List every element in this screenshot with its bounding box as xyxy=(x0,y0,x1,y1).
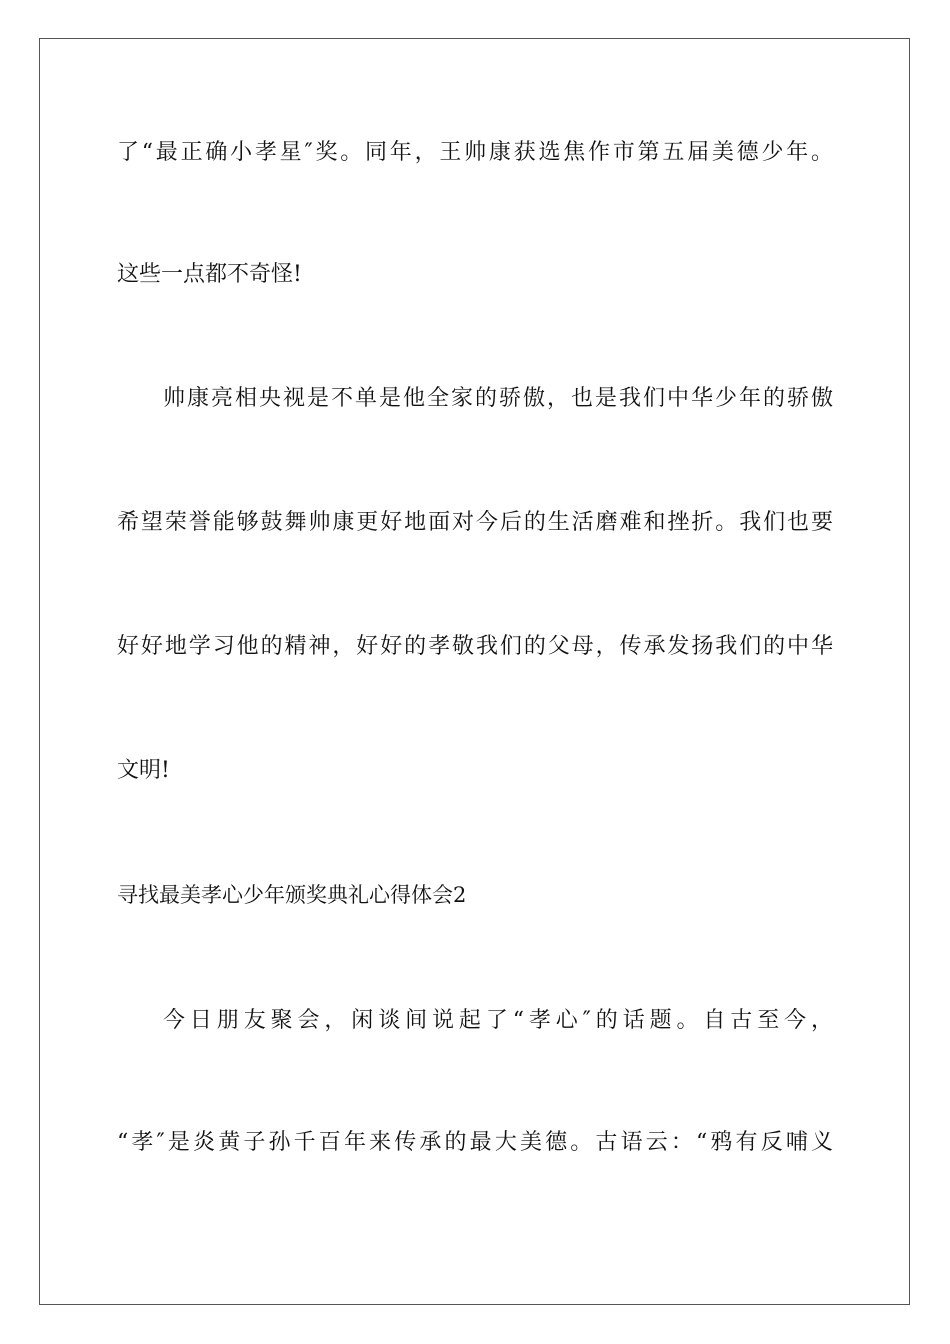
page-border xyxy=(39,38,910,1305)
section-heading: 寻找最美孝心少年颁奖典礼心得体会2 xyxy=(117,883,467,907)
paragraph-line-4: 希望荣誉能够鼓舞帅康更好地面对今后的生活磨难和挫折。我们也要 xyxy=(117,510,833,535)
paragraph-line-5: 好好地学习他的精神，好好的孝敬我们的父母，传承发扬我们的中华 xyxy=(117,634,833,659)
paragraph-line-7: 今日朋友聚会，闲谈间说起了“孝心″的话题。自古至今， xyxy=(163,1008,833,1033)
paragraph-line-2: 这些一点都不奇怪! xyxy=(117,262,302,287)
paragraph-line-8: “孝″是炎黄子孙千百年来传承的最大美德。古语云：“鸦有反哺义 xyxy=(117,1130,833,1155)
paragraph-line-6: 文明! xyxy=(117,758,170,783)
paragraph-line-3: 帅康亮相央视是不单是他全家的骄傲，也是我们中华少年的骄傲 xyxy=(163,386,833,411)
paragraph-line-1: 了“最正确小孝星″奖。同年，王帅康获选焦作市第五届美德少年。 xyxy=(117,140,833,165)
